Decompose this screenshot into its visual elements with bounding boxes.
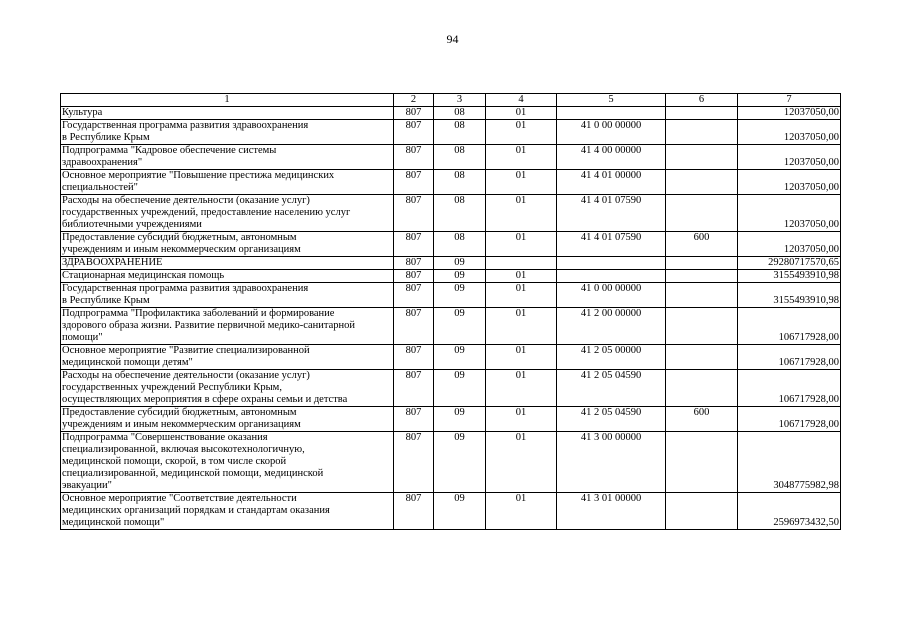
target-item-cell: 41 3 01 00000 — [557, 493, 666, 530]
expense-type-cell: 600 — [666, 232, 738, 257]
row-name-cell: Подпрограмма "Профилактика заболеваний и формирование здорового образа жизни. Развитие первичной медико-санитарной помощи" — [61, 308, 394, 345]
amount-cell: 2596973432,50 — [738, 493, 841, 530]
row-name-cell: Подпрограмма "Кадровое обеспечение системы здравоохранения" — [61, 145, 394, 170]
header-cell: 5 — [557, 94, 666, 107]
subsection-code-cell: 01 — [486, 195, 557, 232]
expense-type-cell — [666, 370, 738, 407]
ministry-code-cell: 807 — [394, 120, 434, 145]
expense-type-cell — [666, 120, 738, 145]
subsection-code-cell: 01 — [486, 232, 557, 257]
ministry-code-cell: 807 — [394, 270, 434, 283]
section-code-cell: 08 — [434, 107, 486, 120]
table-row — [61, 120, 841, 145]
amount-cell: 12037050,00 — [738, 107, 841, 120]
row-name-cell: Расходы на обеспечение деятельности (оказание услуг) государственных учреждений Республики Крым, осуществляющих мероприятия в сфере охраны семьи и детства — [61, 370, 394, 407]
header-cell: 2 — [394, 94, 434, 107]
target-item-cell: 41 2 05 04590 — [557, 370, 666, 407]
table-row — [61, 432, 841, 493]
section-code-cell: 09 — [434, 407, 486, 432]
table-row — [61, 107, 841, 120]
table-row — [61, 257, 841, 270]
subsection-code-cell: 01 — [486, 493, 557, 530]
section-code-cell: 09 — [434, 432, 486, 493]
table-row — [61, 407, 841, 432]
header-cell: 1 — [61, 94, 394, 107]
ministry-code-cell: 807 — [394, 407, 434, 432]
expense-type-cell — [666, 493, 738, 530]
section-code-cell: 08 — [434, 170, 486, 195]
table-row — [61, 195, 841, 232]
section-code-cell: 08 — [434, 145, 486, 170]
amount-cell: 3155493910,98 — [738, 270, 841, 283]
subsection-code-cell: 01 — [486, 407, 557, 432]
budget-table — [60, 93, 841, 530]
header-cell: 4 — [486, 94, 557, 107]
row-name-cell: ЗДРАВООХРАНЕНИЕ — [61, 257, 394, 270]
target-item-cell — [557, 270, 666, 283]
table-header-row — [61, 94, 841, 107]
subsection-code-cell: 01 — [486, 120, 557, 145]
table-row — [61, 270, 841, 283]
ministry-code-cell: 807 — [394, 195, 434, 232]
header-cell: 3 — [434, 94, 486, 107]
expense-type-cell — [666, 145, 738, 170]
table-body — [61, 107, 841, 530]
row-name-cell: Основное мероприятие "Соответствие деятельности медицинских организаций порядкам и стандартам оказания медицинской помощи" — [61, 493, 394, 530]
subsection-code-cell: 01 — [486, 283, 557, 308]
table-row — [61, 370, 841, 407]
ministry-code-cell: 807 — [394, 257, 434, 270]
section-code-cell: 09 — [434, 257, 486, 270]
target-item-cell — [557, 257, 666, 270]
table-row — [61, 283, 841, 308]
amount-cell: 12037050,00 — [738, 232, 841, 257]
section-code-cell: 08 — [434, 195, 486, 232]
section-code-cell: 08 — [434, 120, 486, 145]
table-row — [61, 145, 841, 170]
target-item-cell: 41 3 00 00000 — [557, 432, 666, 493]
expense-type-cell — [666, 107, 738, 120]
target-item-cell: 41 4 01 00000 — [557, 170, 666, 195]
table-row — [61, 308, 841, 345]
target-item-cell: 41 2 05 00000 — [557, 345, 666, 370]
row-name-cell: Стационарная медицинская помощь — [61, 270, 394, 283]
expense-type-cell — [666, 283, 738, 308]
row-name-cell: Основное мероприятие "Развитие специализированной медицинской помощи детям" — [61, 345, 394, 370]
subsection-code-cell: 01 — [486, 370, 557, 407]
table-row — [61, 170, 841, 195]
section-code-cell: 09 — [434, 370, 486, 407]
row-name-cell: Культура — [61, 107, 394, 120]
amount-cell: 106717928,00 — [738, 370, 841, 407]
expense-type-cell — [666, 170, 738, 195]
target-item-cell: 41 2 00 00000 — [557, 308, 666, 345]
ministry-code-cell: 807 — [394, 232, 434, 257]
row-name-cell: Основное мероприятие "Повышение престижа медицинских специальностей" — [61, 170, 394, 195]
target-item-cell — [557, 107, 666, 120]
amount-cell: 106717928,00 — [738, 308, 841, 345]
ministry-code-cell: 807 — [394, 170, 434, 195]
target-item-cell: 41 0 00 00000 — [557, 283, 666, 308]
row-name-cell: Государственная программа развития здравоохранения в Республике Крым — [61, 283, 394, 308]
subsection-code-cell: 01 — [486, 345, 557, 370]
target-item-cell: 41 4 00 00000 — [557, 145, 666, 170]
subsection-code-cell: 01 — [486, 145, 557, 170]
section-code-cell: 09 — [434, 308, 486, 345]
expense-type-cell — [666, 308, 738, 345]
amount-cell: 29280717570,65 — [738, 257, 841, 270]
section-code-cell: 09 — [434, 493, 486, 530]
amount-cell: 106717928,00 — [738, 345, 841, 370]
expense-type-cell — [666, 432, 738, 493]
amount-cell: 3155493910,98 — [738, 283, 841, 308]
header-cell: 6 — [666, 94, 738, 107]
row-name-cell: Расходы на обеспечение деятельности (оказание услуг) государственных учреждений, предоставление населению услуг библиотечными учреждениями — [61, 195, 394, 232]
target-item-cell: 41 4 01 07590 — [557, 195, 666, 232]
amount-cell: 12037050,00 — [738, 145, 841, 170]
table-row — [61, 493, 841, 530]
target-item-cell: 41 4 01 07590 — [557, 232, 666, 257]
ministry-code-cell: 807 — [394, 370, 434, 407]
subsection-code-cell: 01 — [486, 107, 557, 120]
subsection-code-cell: 01 — [486, 270, 557, 283]
amount-cell: 12037050,00 — [738, 120, 841, 145]
header-cell: 7 — [738, 94, 841, 107]
ministry-code-cell: 807 — [394, 345, 434, 370]
ministry-code-cell: 807 — [394, 493, 434, 530]
section-code-cell: 08 — [434, 232, 486, 257]
target-item-cell: 41 2 05 04590 — [557, 407, 666, 432]
row-name-cell: Предоставление субсидий бюджетным, автономным учреждениям и иным некоммерческим организациям — [61, 407, 394, 432]
page-number: 94 — [446, 32, 459, 46]
subsection-code-cell: 01 — [486, 308, 557, 345]
expense-type-cell — [666, 345, 738, 370]
expense-type-cell — [666, 270, 738, 283]
ministry-code-cell: 807 — [394, 432, 434, 493]
ministry-code-cell: 807 — [394, 145, 434, 170]
amount-cell: 12037050,00 — [738, 170, 841, 195]
expense-type-cell: 600 — [666, 407, 738, 432]
amount-cell: 3048775982,98 — [738, 432, 841, 493]
section-code-cell: 09 — [434, 345, 486, 370]
ministry-code-cell: 807 — [394, 308, 434, 345]
table-row — [61, 232, 841, 257]
expense-type-cell — [666, 195, 738, 232]
amount-cell: 106717928,00 — [738, 407, 841, 432]
amount-cell: 12037050,00 — [738, 195, 841, 232]
ministry-code-cell: 807 — [394, 107, 434, 120]
table-row — [61, 345, 841, 370]
subsection-code-cell — [486, 257, 557, 270]
subsection-code-cell: 01 — [486, 170, 557, 195]
section-code-cell: 09 — [434, 283, 486, 308]
subsection-code-cell: 01 — [486, 432, 557, 493]
target-item-cell: 41 0 00 00000 — [557, 120, 666, 145]
row-name-cell: Государственная программа развития здравоохранения в Республике Крым — [61, 120, 394, 145]
row-name-cell: Предоставление субсидий бюджетным, автономным учреждениям и иным некоммерческим организациям — [61, 232, 394, 257]
expense-type-cell — [666, 257, 738, 270]
row-name-cell: Подпрограмма "Совершенствование оказания специализированной, включая высокотехнологичную, медицинской помощи, скорой, в том числе скорой специализированной, медицинской помощи, медицинской эвакуации" — [61, 432, 394, 493]
ministry-code-cell: 807 — [394, 283, 434, 308]
section-code-cell: 09 — [434, 270, 486, 283]
